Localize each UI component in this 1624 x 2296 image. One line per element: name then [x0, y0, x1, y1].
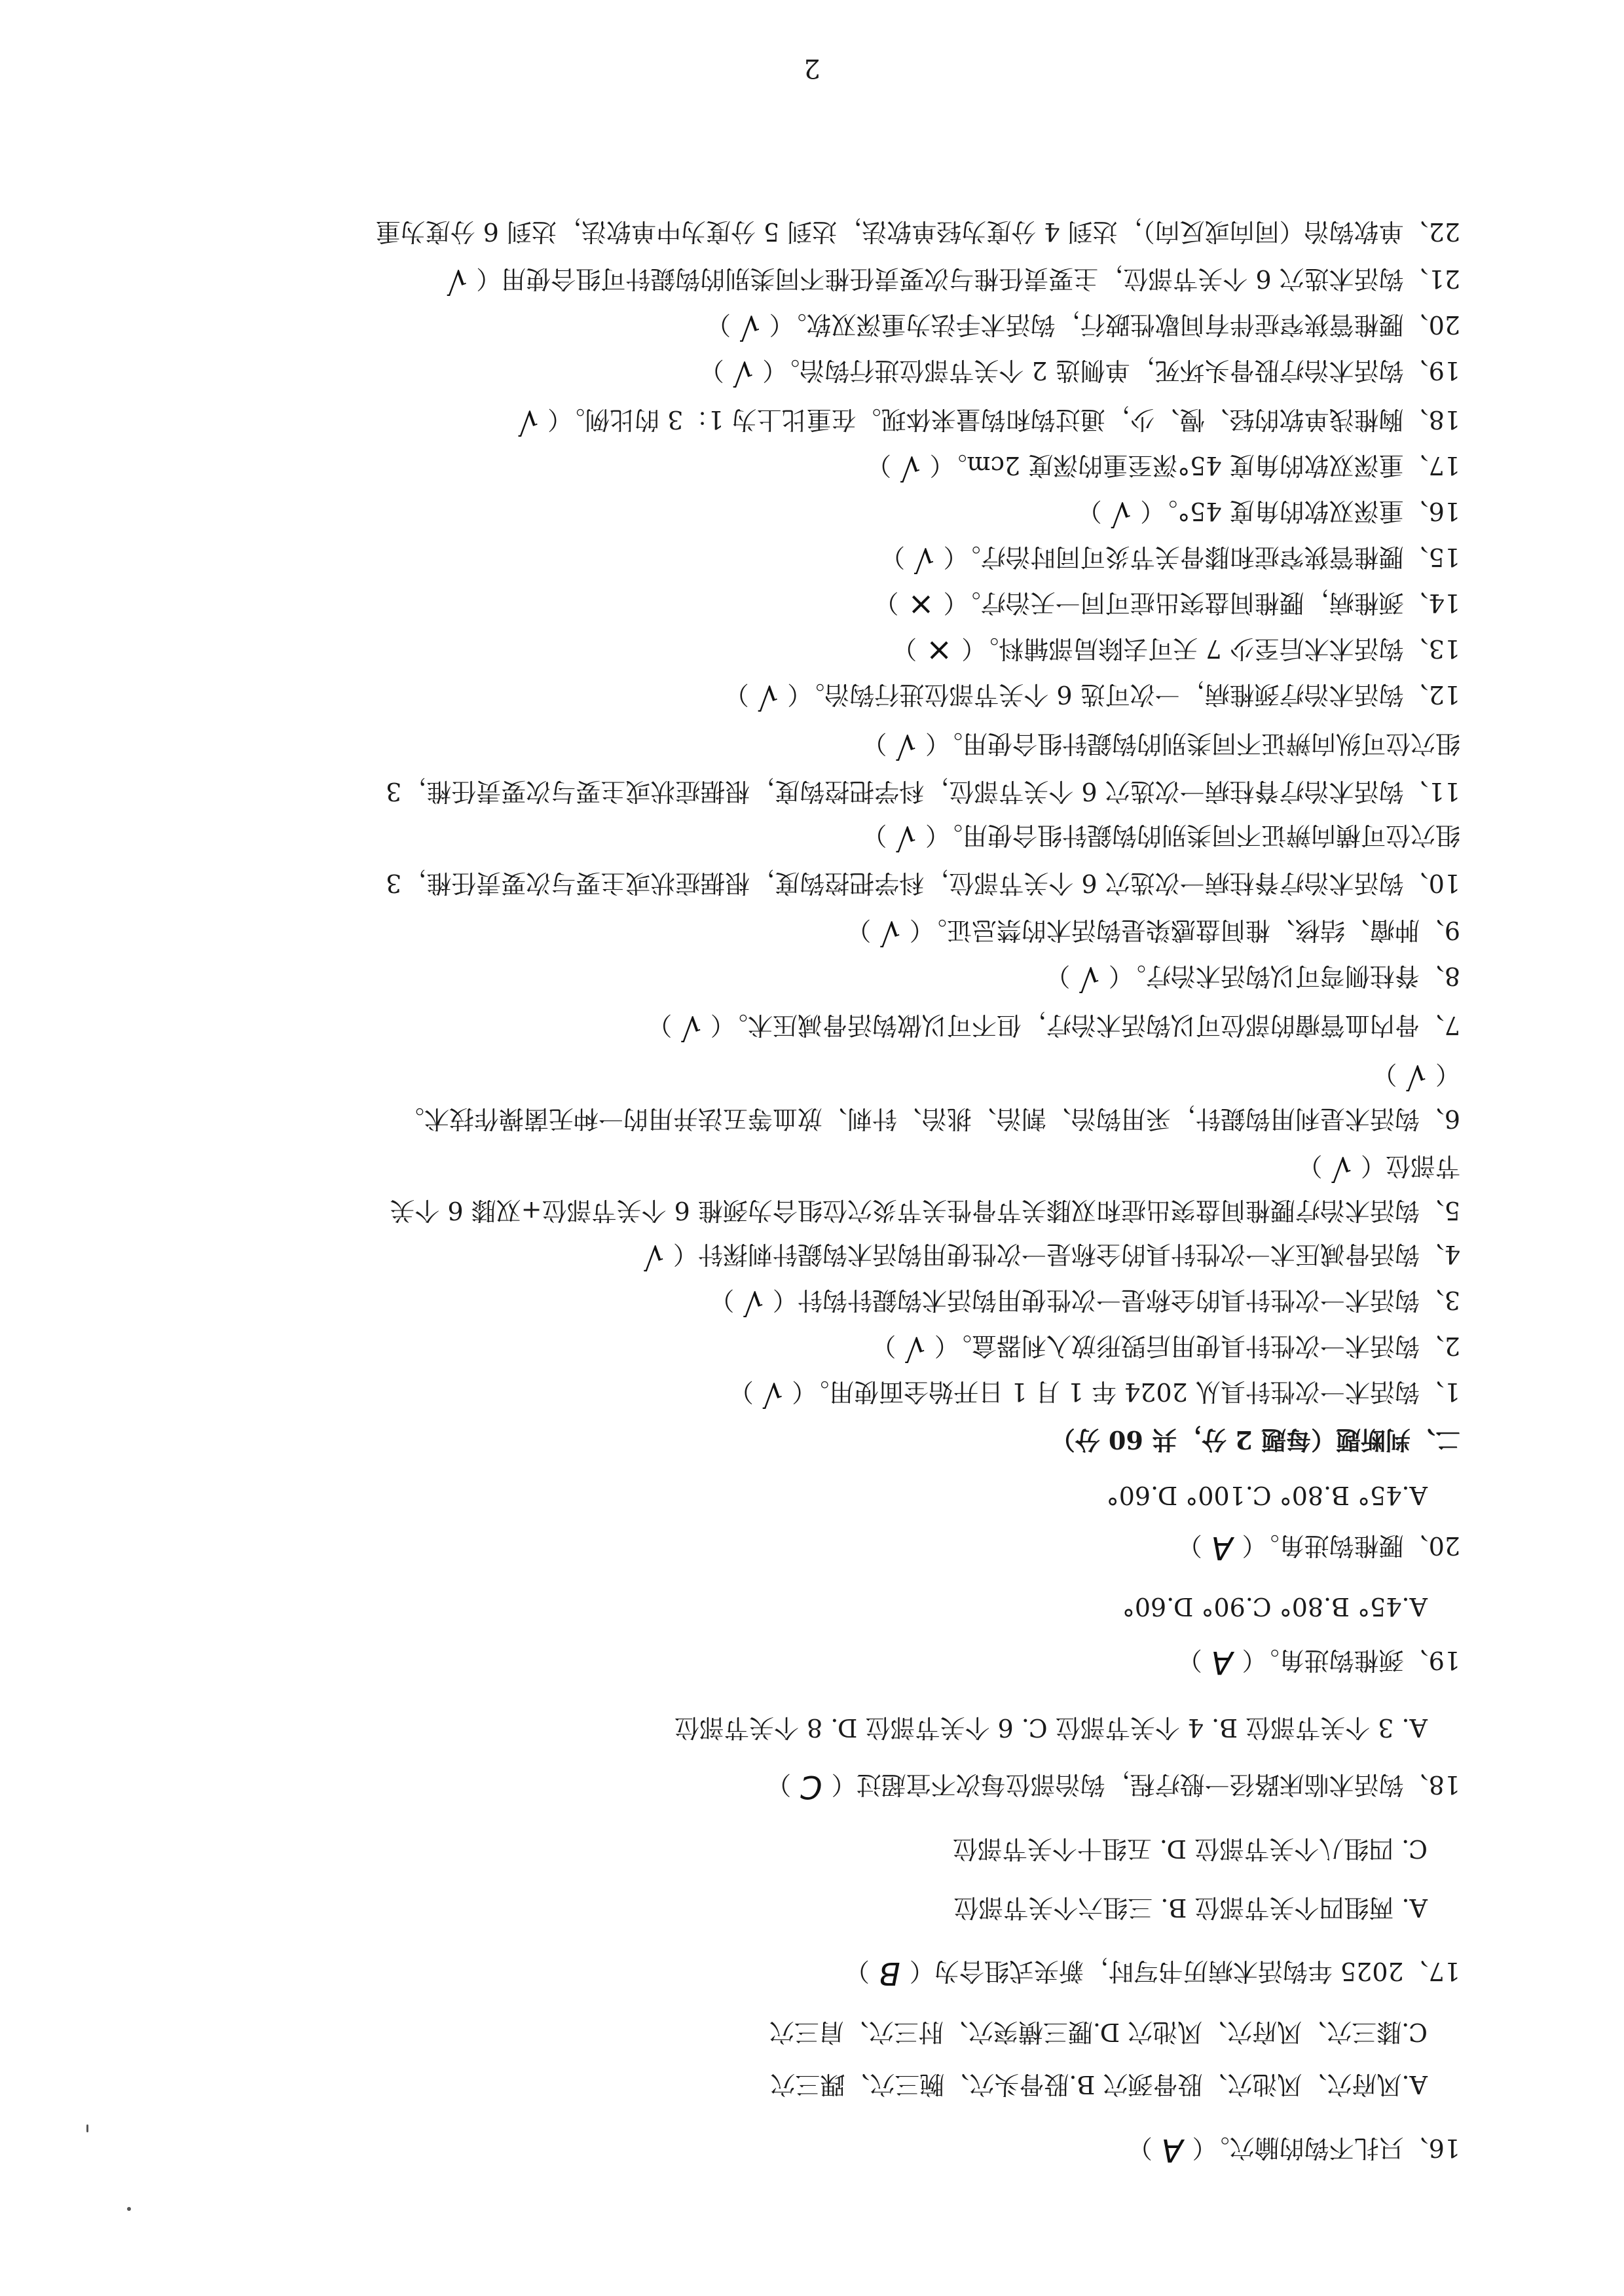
- judgment-question: [1297, 1150, 1460, 1186]
- judgment-question: [866, 449, 1460, 486]
- closing-bracket: ）: [1045, 962, 1071, 991]
- question-text: 4、钩活骨减压术一次性针具的全称是一次性使用钩活术钩鍉针刺探针（: [673, 1240, 1460, 1269]
- handwritten-answer: C: [800, 1768, 822, 1805]
- choice-options: [674, 1713, 1428, 1743]
- judgment-question: [706, 308, 1460, 345]
- question-text: 7、骨内血管瘤的部位可以钩活术治疗，但不可以做钩活骨减压术。（: [710, 1011, 1460, 1040]
- handwritten-mark: √: [1331, 1150, 1352, 1186]
- question-text: 10、钩活术治疗脊柱病一次选穴 6 个关节部位，科学把控钩度，根据症状或主要与次要责任椎，3: [386, 869, 1460, 898]
- question-text: 6、钩活术是利用钩鍉针，采用钩治、割治、挑治、针刺、放血等五法并用的一种无菌操作技术。: [399, 1104, 1460, 1133]
- question-text: 20、腰椎钩进角。（: [1242, 1531, 1460, 1560]
- handwritten-mark: √: [518, 403, 539, 440]
- question-text: 20、腰椎管狭窄症伴有间歇性跛行，钩活术手法为重深双软。（: [769, 310, 1460, 339]
- judgment-question: [399, 1104, 1460, 1134]
- closing-bracket: ）: [1077, 497, 1102, 526]
- handwritten-mark: √: [905, 1330, 925, 1366]
- question-text: 5、钩活术治疗腰椎间盘突出症和双膝关节骨性关节炎穴位组合为颈椎 6 个关节部位+双膝 6 个关: [390, 1196, 1460, 1225]
- question-text: 16、只扎不钩的腧穴。（: [1192, 2134, 1460, 2162]
- question-text: 16、重深双软的角度 45°。（: [1140, 497, 1460, 526]
- judgment-question: [892, 632, 1460, 669]
- closing-bracket: ）: [1297, 1152, 1323, 1180]
- question-text: 22、单软钩治（同向或反向），达到 4 分度为轻单软法，达到 5 分度为中单软法，达到 6 分度为重: [375, 217, 1460, 246]
- closing-bracket: ）: [892, 634, 917, 663]
- closing-bracket: ）: [1177, 1646, 1202, 1675]
- closing-bracket: ）: [866, 451, 892, 480]
- handwritten-mark: √: [1111, 495, 1132, 532]
- closing-bracket: ）: [766, 1770, 792, 1799]
- question-text: 19、钩活术治疗股骨头坏死，单侧选 2 个关节部位进行钩治。（: [762, 356, 1460, 385]
- handwritten-mark: √: [900, 449, 921, 486]
- handwritten-mark: √: [681, 1009, 701, 1046]
- question-text: 3、钩活术一次性针具的全称是一次性使用钩活术钩鍉针钩针（: [772, 1286, 1460, 1315]
- options-text: C. 四组八个关节部位 D. 五组十个关节部位: [952, 1834, 1428, 1863]
- question-text: 17、2025 年钩活术病历书写时，新夹式组合为（: [909, 1957, 1460, 1986]
- closing-bracket: ）: [874, 589, 899, 617]
- choice-options: [1122, 1592, 1428, 1622]
- closing-bracket: ）: [647, 1011, 673, 1040]
- handwritten-mark: √: [762, 1376, 783, 1412]
- question-text: （: [1435, 1060, 1460, 1089]
- judgment-question: [862, 727, 1460, 764]
- closing-bracket: ）: [724, 680, 749, 709]
- handwritten-mark: √: [733, 354, 754, 391]
- question-text: 组穴位可横向辨证不同类别的钩鍉针组合使用。（: [925, 821, 1460, 850]
- judgment-question: [874, 587, 1460, 623]
- closing-bracket: ）: [871, 1332, 896, 1360]
- question-text: 18、钩活术临床路径一般疗程，钩治部位每次不宜超过（: [831, 1770, 1460, 1799]
- scan-speck: [127, 2207, 131, 2211]
- options-text: A.45° B.80° C.100° D.60°: [1106, 1481, 1428, 1510]
- judgment-question: [871, 1330, 1460, 1366]
- judgment-question: [728, 1376, 1460, 1412]
- closing-bracket: ）: [706, 310, 731, 339]
- closing-bracket: ）: [846, 916, 872, 945]
- handwritten-mark: √: [896, 727, 916, 764]
- judgment-question: [709, 1284, 1460, 1321]
- handwritten-mark: ×: [908, 587, 934, 623]
- choice-options: [770, 2069, 1428, 2100]
- judgment-question: [386, 776, 1460, 807]
- options-text: A. 3 个关节部位 B. 4 个关节部位 C. 6 个关节部位 D. 8 个关节部位: [674, 1713, 1428, 1742]
- closing-bracket: ）: [862, 821, 887, 850]
- judgment-question: [1077, 495, 1460, 532]
- judgment-question: [509, 403, 1460, 440]
- page-number: 2: [803, 53, 821, 83]
- question-text: 15、腰椎管狭窄症和膝骨关节炎可同时治疗。（: [943, 543, 1460, 572]
- closing-bracket: ）: [880, 543, 906, 572]
- question-text: 21、钩活术选穴 6 个关节部位，主要责任椎与次要责任椎不同类别的钩鍉针可组合使用（: [476, 264, 1460, 293]
- scan-speck: [86, 2124, 88, 2132]
- judgment-question: [647, 1009, 1460, 1046]
- options-text: A.45° B.80° C.90° D.60°: [1122, 1592, 1428, 1621]
- choice-question: [1177, 1644, 1460, 1681]
- question-text: 8、脊柱侧弯可以钩活术治疗。（: [1108, 962, 1460, 991]
- handwritten-answer: B: [878, 1955, 900, 1992]
- options-text: A.风府穴、风池穴、股骨颈穴 B.股骨头穴、腕三穴、踝三穴: [770, 2070, 1428, 2099]
- handwritten-mark: √: [914, 541, 934, 577]
- choice-options: [1107, 1480, 1428, 1510]
- choice-question: [766, 1768, 1460, 1805]
- closing-bracket: ）: [728, 1377, 754, 1406]
- choice-question: [1127, 2132, 1460, 2168]
- closing-bracket: ）: [1127, 2134, 1153, 2162]
- handwritten-mark: √: [644, 1238, 664, 1275]
- handwritten-mark: √: [743, 1284, 764, 1321]
- question-text: 节部位（: [1360, 1152, 1460, 1180]
- options-text: A. 两组四个关节部位 B. 三组六个关节部位: [953, 1893, 1428, 1922]
- closing-bracket: ）: [1372, 1060, 1397, 1089]
- handwritten-mark: √: [740, 308, 760, 345]
- choice-options: [769, 2017, 1428, 2047]
- closing-bracket: ）: [709, 1286, 735, 1315]
- handwritten-mark: √: [758, 678, 779, 715]
- choice-options: [953, 1834, 1428, 1864]
- choice-options: [953, 1893, 1428, 1923]
- closing-bracket: ）: [862, 729, 887, 758]
- judgment-question: [862, 819, 1460, 856]
- judgment-question: [386, 868, 1460, 898]
- choice-question: [844, 1955, 1460, 1992]
- question-text: 13、钩活术术后至少 7 天可去除局部辅料。（: [961, 634, 1460, 663]
- judgment-question: [390, 1195, 1460, 1226]
- handwritten-mark: √: [447, 263, 468, 299]
- question-text: 11、钩活术治疗脊柱病一次选穴 6 个关节部位，科学把控钩度，根据症状或主要与次要责任椎，3: [386, 777, 1460, 806]
- question-text: 14、颈椎病，腰椎间盘突出症可同一天治疗。（: [943, 589, 1460, 617]
- judgment-question: [699, 354, 1460, 391]
- handwritten-mark: √: [1079, 960, 1099, 996]
- choice-question: [1177, 1529, 1460, 1566]
- handwritten-mark: √: [896, 819, 916, 856]
- handwritten-answer: A: [1161, 2132, 1183, 2168]
- question-text: 9、肿瘤、结核、椎间盘感染是钩活术的禁忌证。（: [909, 916, 1460, 945]
- question-text: 2、钩活术一次性针具使用后毁形放入利器盒。（: [934, 1332, 1460, 1360]
- judgment-question: [724, 678, 1460, 715]
- handwritten-answer: A: [1211, 1644, 1233, 1681]
- question-text: 17、重深双软的角度 45°深至重的深度 2cm。（: [929, 451, 1460, 480]
- judgment-question: [846, 914, 1460, 951]
- options-text: C.膝三穴、风府穴、风池穴 D.腰三横突穴、肘三穴、肩三穴: [769, 2018, 1428, 2047]
- section-title: 二、判断题（每题 2 分，共 60 分）: [1050, 1425, 1460, 1455]
- judgment-question: [376, 217, 1460, 247]
- question-text: 组穴位可纵向辨证不同类别的钩鍉针组合使用。（: [925, 729, 1460, 758]
- judgment-question: [1372, 1058, 1460, 1095]
- closing-bracket: ）: [1177, 1531, 1202, 1560]
- handwritten-mark: √: [1406, 1058, 1426, 1095]
- judgment-question: [880, 541, 1460, 577]
- handwritten-mark: √: [880, 914, 900, 951]
- question-text: 18、胸椎浅单软的轻、慢、少，通过钩和钩量来体现。在重比上为 1：3 的比例。（: [547, 405, 1460, 434]
- closing-bracket: ）: [699, 356, 724, 385]
- question-text: 12、钩活术治疗颈椎病，一次可选 6 个关节部位进行钩治。（: [787, 680, 1460, 709]
- handwritten-answer: A: [1211, 1529, 1233, 1566]
- question-text: 19、颈椎钩进角。（: [1242, 1646, 1460, 1675]
- judgment-question: [635, 1238, 1460, 1275]
- question-text: 1、钩活术一次性针具从 2024 年 1 月 1 日开始全面使用。（: [792, 1377, 1460, 1406]
- judgment-question: [438, 263, 1460, 299]
- closing-bracket: ）: [844, 1957, 870, 1986]
- handwritten-mark: ×: [926, 632, 953, 669]
- judgment-question: [1045, 960, 1460, 996]
